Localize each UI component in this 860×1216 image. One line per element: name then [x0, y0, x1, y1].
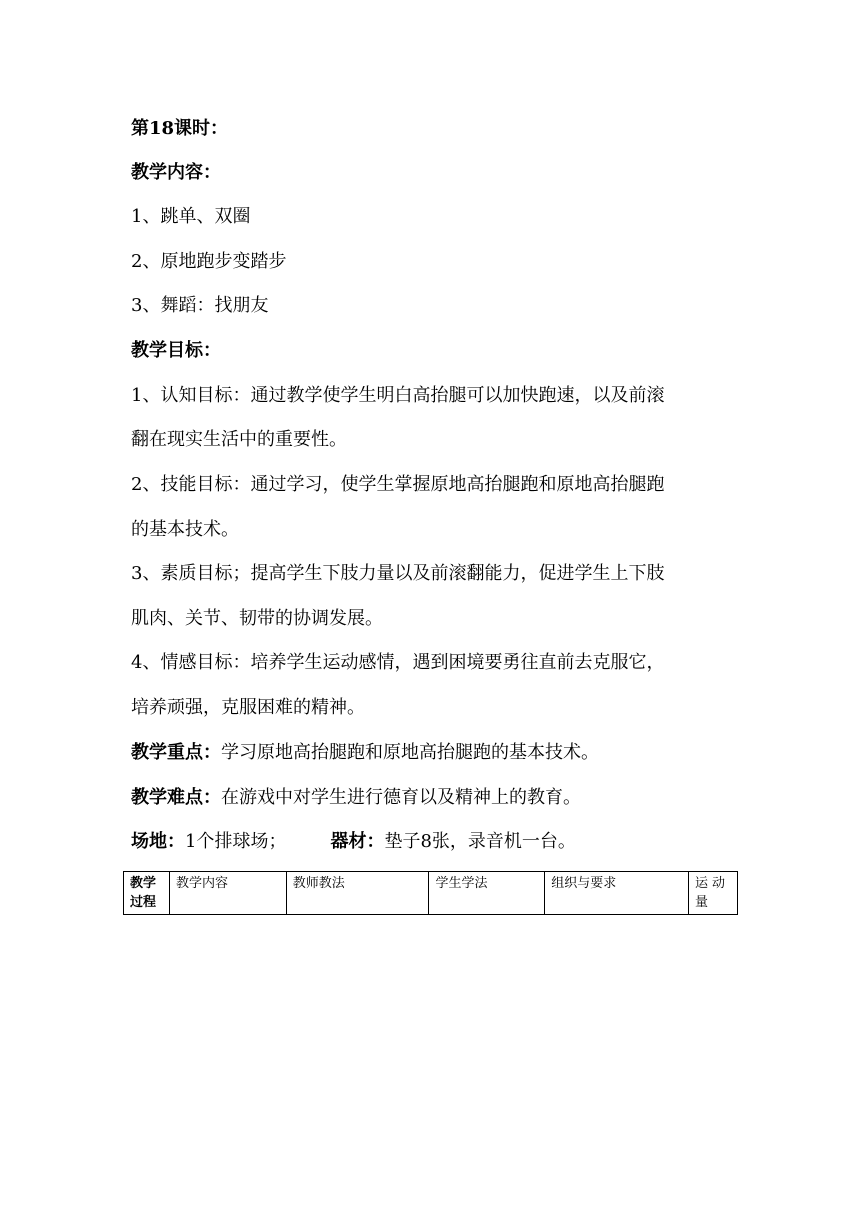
table-header-row	[124, 872, 738, 915]
content-heading: 教学内容：	[131, 162, 221, 183]
header-cell: 学生学法	[429, 872, 545, 915]
venue-text: 1个排球场；	[185, 831, 287, 852]
header-cell: 教学过程	[124, 872, 170, 915]
difficulty-label: 教学难点：	[131, 787, 221, 808]
key-point-text: 学习原地高抬腿跑和原地高抬腿跑的基本技术。	[221, 742, 599, 763]
goal-line: 培养顽强，克服困难的精神。	[131, 697, 365, 718]
header-cell: 教学内容	[169, 872, 286, 915]
goals-heading: 教学目标：	[131, 340, 221, 361]
content-item: 1、跳单、双圈	[131, 206, 251, 227]
goal-line: 肌肉、关节、韧带的协调发展。	[131, 608, 383, 629]
header-cell: 组织与要求	[545, 872, 689, 915]
venue-label: 场地：	[131, 831, 185, 852]
goal-line: 3、素质目标；提高学生下肢力量以及前滚翻能力，促进学生上下肢	[131, 563, 665, 584]
content-item: 2、原地跑步变踏步	[131, 251, 287, 272]
key-point-label: 教学重点：	[131, 742, 221, 763]
goal-line: 2、技能目标：通过学习，使学生掌握原地高抬腿跑和原地高抬腿跑	[131, 474, 665, 495]
equipment-label: 器材：	[330, 831, 385, 852]
goal-line: 4、情感目标：培养学生运动感情，遇到困境要勇往直前去克服它，	[131, 652, 665, 673]
goal-line: 的基本技术。	[131, 519, 239, 540]
difficulty	[131, 786, 581, 810]
header-cell: 运动量	[689, 872, 738, 915]
equipment-text: 垫子8张，录音机一台。	[384, 831, 576, 852]
lesson-plan-table	[123, 871, 738, 915]
lesson-title: 第18课时：	[131, 118, 229, 139]
header-cell: 教师教法	[286, 872, 429, 915]
venue-equipment	[131, 830, 576, 854]
key-point	[131, 741, 599, 765]
content-item: 3、舞蹈：找朋友	[131, 295, 269, 316]
difficulty-text: 在游戏中对学生进行德育以及精神上的教育。	[221, 787, 581, 808]
goal-line: 翻在现实生活中的重要性。	[131, 429, 347, 450]
goal-line: 1、认知目标：通过教学使学生明白高抬腿可以加快跑速，以及前滚	[131, 385, 665, 406]
